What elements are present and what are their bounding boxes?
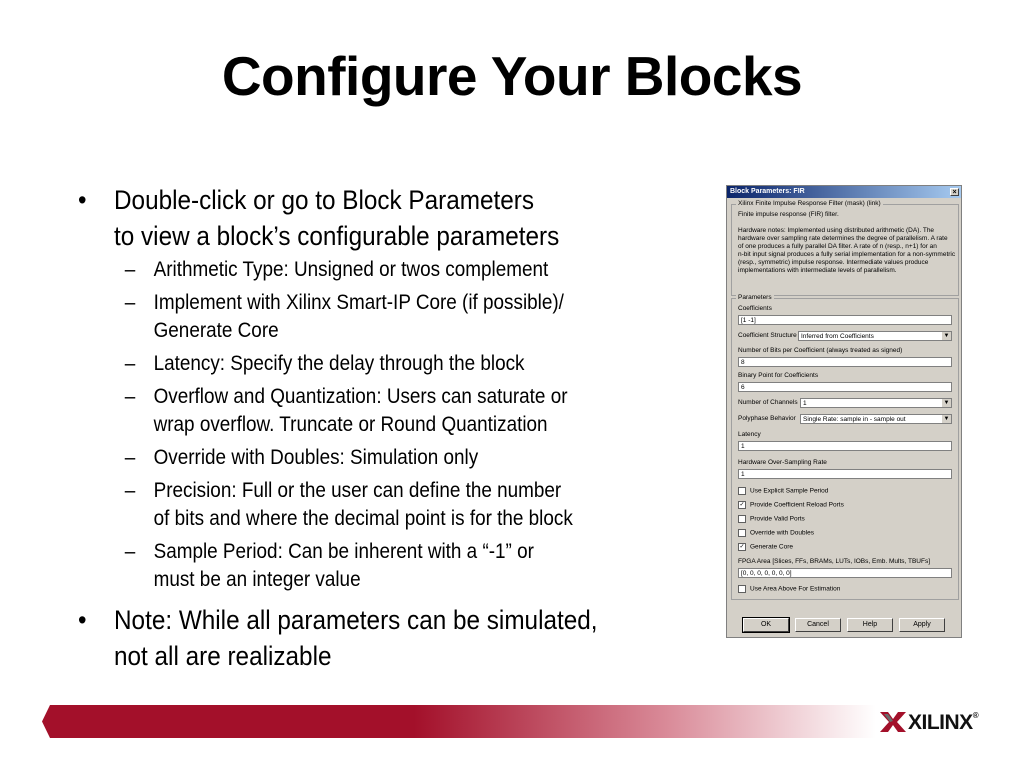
checkbox-label: Generate Core	[750, 543, 793, 551]
slide-content	[78, 182, 708, 674]
dialog-titlebar	[727, 186, 961, 198]
cancel-button[interactable]: Cancel	[795, 618, 841, 632]
bullet-line: Double-click or go to Block Parameters	[114, 185, 535, 215]
checkbox-box[interactable]: ✓	[739, 544, 745, 550]
coef-structure-label: Coefficient Structure	[738, 332, 797, 339]
dialog-title: Block Parameters: FIR	[730, 188, 805, 195]
checkbox-generate-core[interactable]	[738, 543, 793, 552]
checkbox-explicit-sample-period[interactable]	[738, 487, 828, 496]
polyphase-select[interactable]	[800, 414, 952, 424]
logo-registered: ®	[972, 711, 979, 720]
sub-line: Implement with Xilinx Smart-IP Core (if possible)/	[153, 291, 564, 314]
bullet-line: not all are realizable	[114, 641, 332, 671]
dash-glyph: –	[124, 385, 136, 408]
fpga-area-label: FPGA Area [Slices, FFs, BRAMs, LUTs, IOBs, Emb. Mults, TBUFs]	[738, 558, 931, 565]
sub-line: must be an integer value	[153, 568, 361, 591]
checkbox-box[interactable]	[738, 487, 746, 495]
sub-item	[78, 444, 766, 472]
chevron-down-icon: ▼	[943, 333, 950, 339]
sub-line: Arithmetic Type: Unsigned or twos complement	[153, 258, 549, 281]
polyphase-value: Single Rate: sample in - sample out	[803, 416, 906, 423]
checkbox-label: Use Area Above For Estimation	[750, 585, 841, 593]
sub-item	[78, 538, 766, 594]
desc-line: implementations with intermediate levels of parallelism.	[738, 267, 897, 274]
checkbox-box[interactable]: ✓	[739, 502, 745, 508]
checkbox-box[interactable]	[738, 515, 746, 523]
bullet-item	[78, 182, 726, 254]
bits-field[interactable]: 8	[738, 357, 952, 367]
xilinx-logo-icon	[880, 712, 906, 732]
dash-glyph: –	[124, 479, 136, 502]
parameters-group-label: Parameters	[738, 294, 772, 301]
oversampling-label: Hardware Over-Sampling Rate	[738, 459, 827, 466]
bullet-item	[78, 602, 726, 674]
sub-item	[78, 256, 766, 284]
checkbox-label: Use Explicit Sample Period	[750, 487, 829, 495]
sub-line: Overflow and Quantization: Users can saturate or	[153, 385, 568, 408]
bullet-glyph: •	[78, 185, 87, 215]
latency-label: Latency	[738, 431, 761, 438]
bits-label: Number of Bits per Coefficient (always treated as signed)	[738, 347, 903, 354]
desc-line: hardware over sampling rate determines the degree of parallelism. A rate	[738, 235, 948, 242]
binary-point-label: Binary Point for Coefficients	[738, 372, 819, 379]
desc-line: Hardware notes: Implemented using distributed arithmetic (DA). The	[738, 227, 935, 234]
xilinx-logo	[880, 707, 990, 737]
checkbox-override-doubles[interactable]	[738, 529, 814, 538]
bullet-line: Note: While all parameters can be simulated,	[114, 605, 598, 635]
logo-wordmark: XILINX	[908, 711, 973, 734]
sub-line: of bits and where the decimal point is for the block	[153, 507, 573, 530]
desc-line: n-bit input signal produces a fully serial implementation for a non-symmetric	[738, 251, 956, 258]
desc-line: Finite impulse response (FIR) filter.	[738, 211, 839, 218]
oversampling-field[interactable]: 1	[738, 469, 952, 479]
checkbox-coefficient-reload-ports[interactable]	[738, 501, 844, 510]
logo-text	[908, 711, 978, 735]
bullet-glyph: •	[78, 605, 87, 635]
sub-item	[78, 289, 766, 345]
apply-button[interactable]: Apply	[899, 618, 945, 632]
checkbox-label: Provide Valid Ports	[750, 515, 805, 523]
channels-select[interactable]	[800, 398, 952, 408]
checkbox-box[interactable]	[738, 585, 746, 593]
bullet-line: to view a block’s configurable parameters	[114, 221, 560, 251]
sub-line: wrap overflow. Truncate or Round Quantization	[153, 413, 548, 436]
channels-label: Number of Channels	[738, 399, 798, 406]
help-button[interactable]: Help	[847, 618, 893, 632]
dash-glyph: –	[124, 446, 136, 469]
chevron-down-icon: ▼	[943, 400, 950, 406]
channels-value: 1	[803, 400, 807, 407]
mask-description-group	[731, 200, 959, 296]
binary-point-field[interactable]: 6	[738, 382, 952, 392]
coefficients-field[interactable]: [1 -1]	[738, 315, 952, 325]
slide-title: Configure Your Blocks	[221, 45, 803, 107]
checkbox-label: Provide Coefficient Reload Ports	[750, 501, 844, 509]
dash-glyph: –	[124, 258, 136, 281]
parameters-group	[731, 294, 959, 600]
ok-button[interactable]: OK	[743, 618, 789, 632]
sub-line: Precision: Full or the user can define the number	[153, 479, 562, 502]
dash-glyph: –	[124, 291, 136, 314]
checkbox-label: Override with Doubles	[750, 529, 814, 537]
sub-line: Generate Core	[153, 319, 279, 342]
sub-item	[78, 350, 766, 378]
sub-item	[78, 477, 766, 533]
dash-glyph: –	[124, 540, 136, 563]
sub-line: Override with Doubles: Simulation only	[153, 446, 479, 469]
checkbox-box[interactable]	[738, 529, 746, 537]
chevron-down-icon: ▼	[943, 416, 950, 422]
footer-notch	[36, 705, 56, 738]
sub-line: Latency: Specify the delay through the block	[153, 352, 525, 375]
polyphase-label: Polyphase Behavior	[738, 415, 796, 422]
sub-line: Sample Period: Can be inherent with a “-1” or	[153, 540, 534, 563]
mask-group-label: Xilinx Finite Impulse Response Filter (mask) (link)	[738, 200, 881, 207]
coefficients-label: Coefficients	[738, 305, 772, 312]
checkbox-area-estimation[interactable]	[738, 585, 840, 594]
latency-field[interactable]: 1	[738, 441, 952, 451]
coef-structure-select[interactable]	[798, 331, 952, 341]
desc-line: of one produces a fully parallel DA filter. A rate of n (resp., n+1) for an	[738, 243, 937, 250]
dash-glyph: –	[124, 352, 136, 375]
footer-band	[36, 705, 876, 738]
desc-line: (resp., symmetric) impulse response. Intermediate values produce	[738, 259, 929, 266]
block-parameters-dialog	[726, 185, 962, 638]
sub-item	[78, 383, 766, 439]
fpga-area-field[interactable]: [0, 0, 0, 0, 0, 0, 0]	[738, 568, 952, 578]
coef-structure-value: Inferred from Coefficients	[801, 333, 874, 340]
close-icon[interactable]: ×	[950, 188, 959, 196]
checkbox-valid-ports[interactable]	[738, 515, 805, 524]
